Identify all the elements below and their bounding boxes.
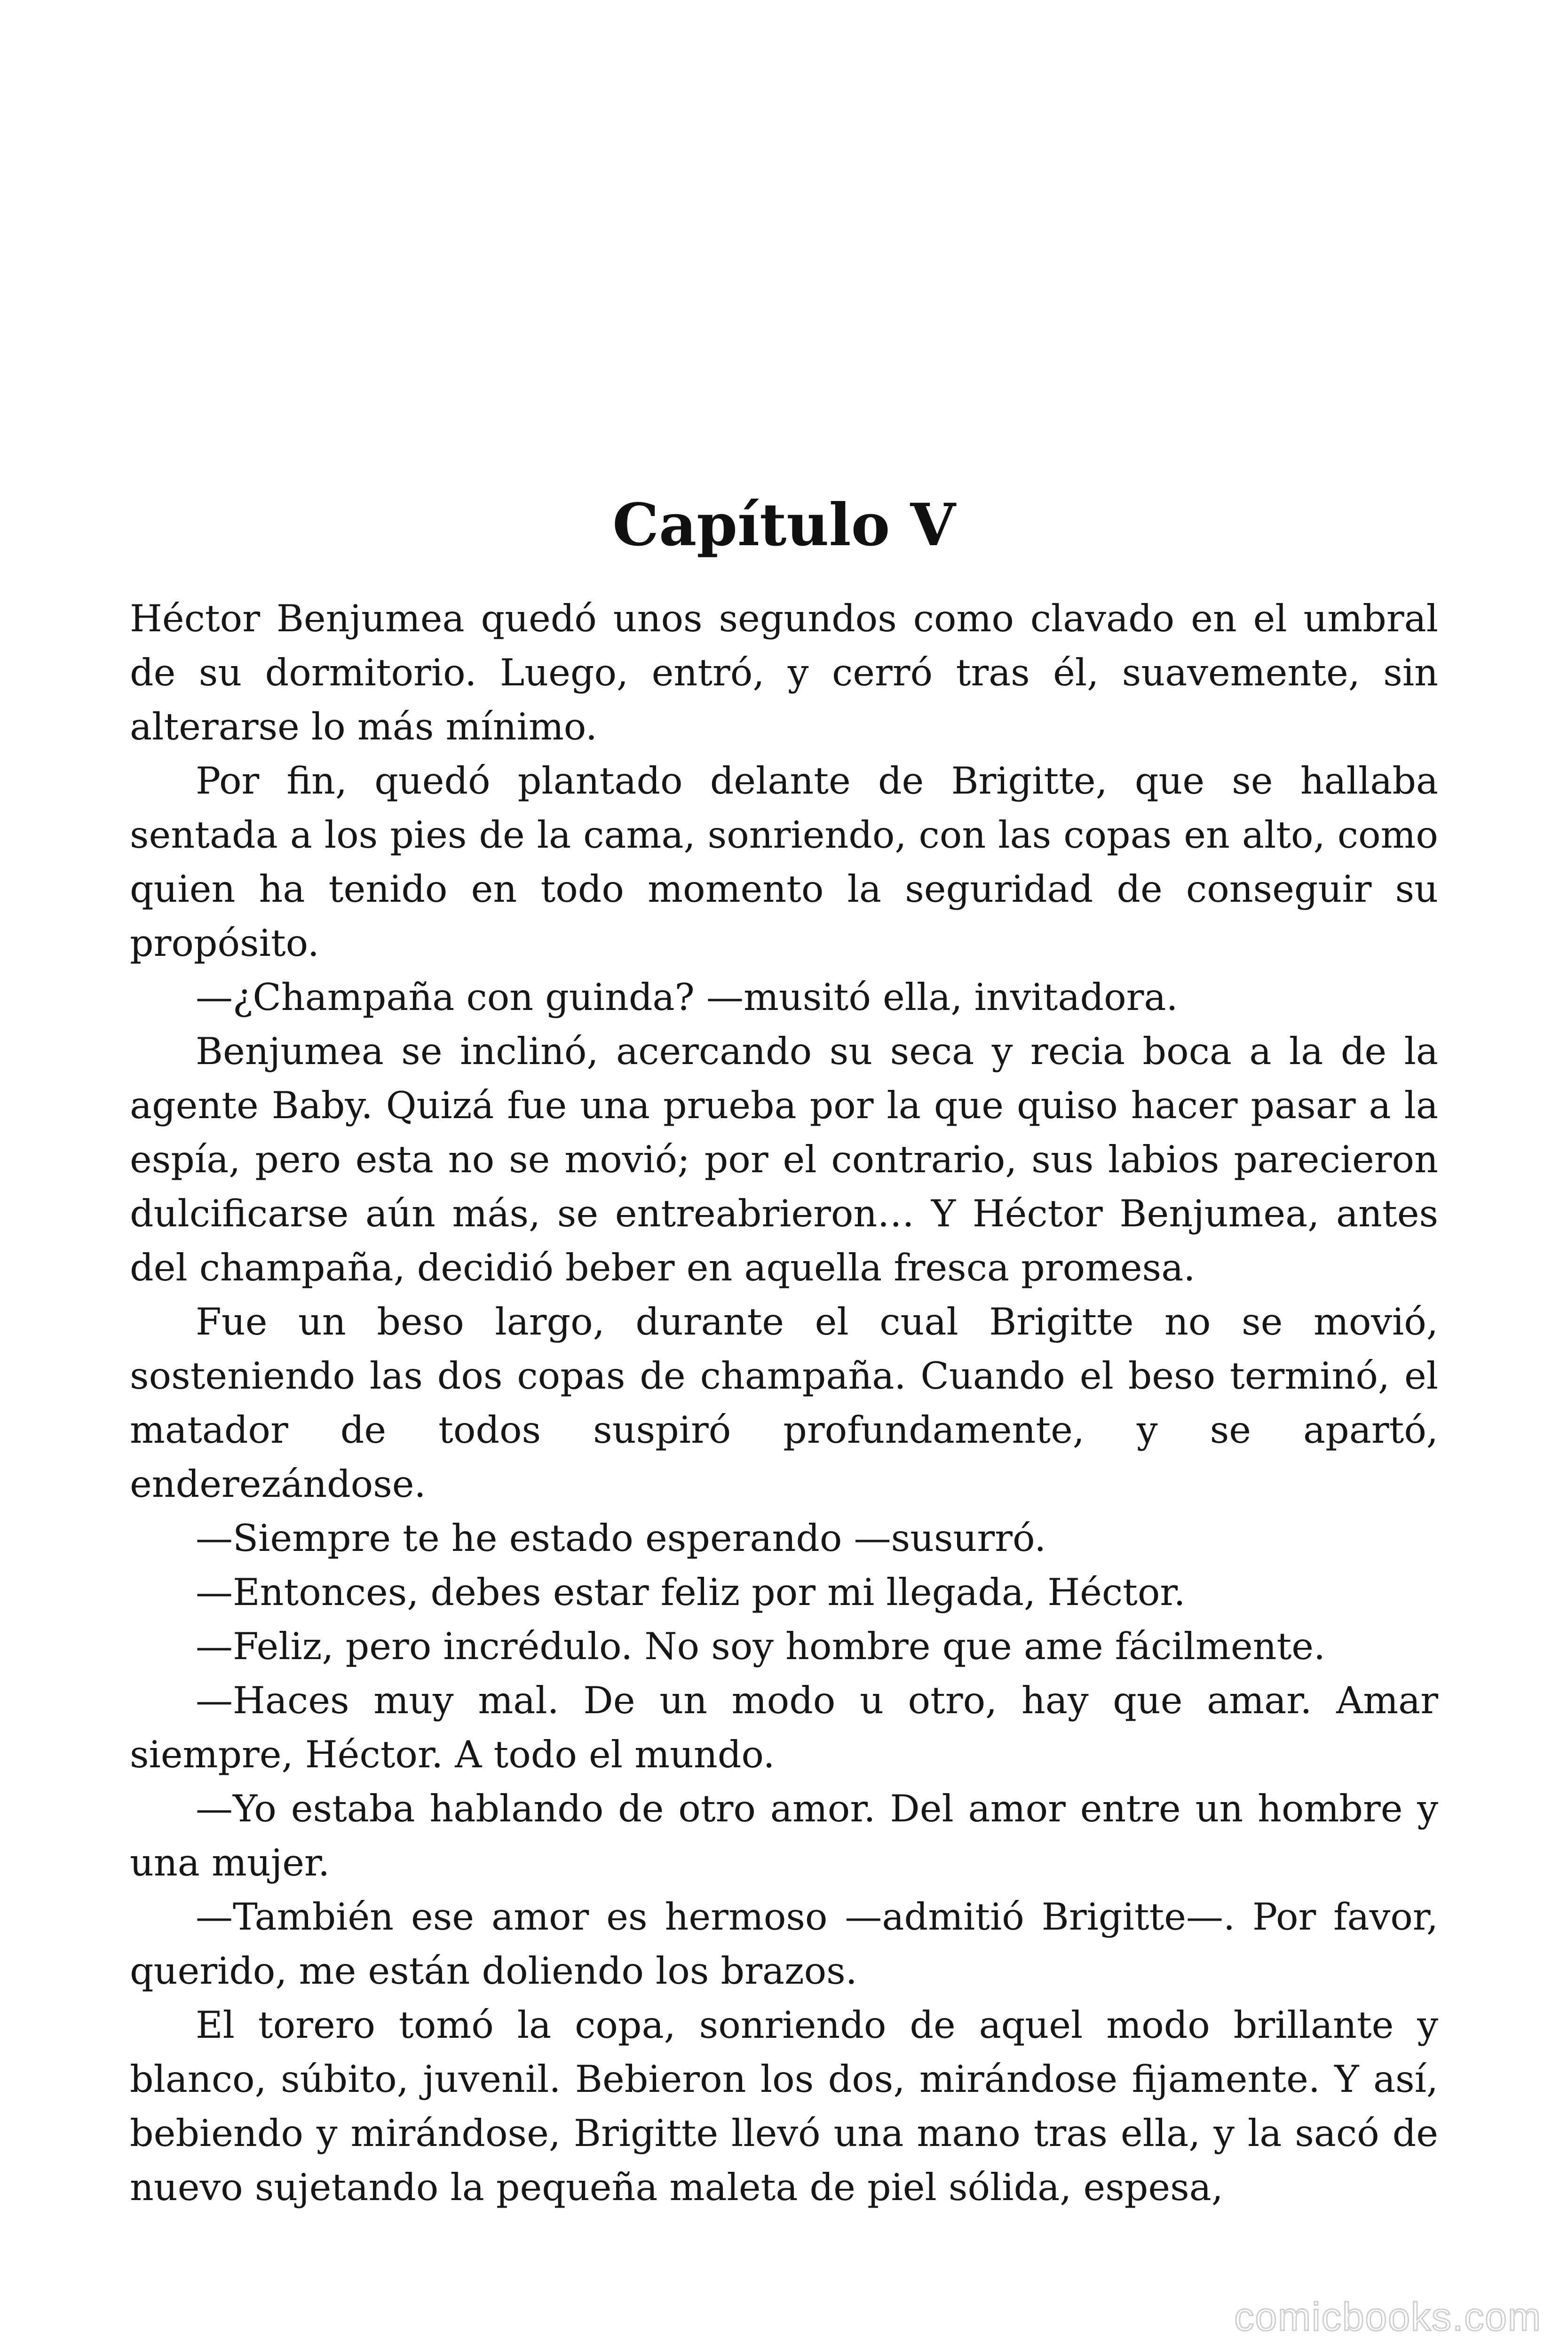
dialogue-paragraph: —Haces muy mal. De un modo u otro, hay que amar. Amar siempre, Héctor. A todo el mundo. (130, 1679, 1438, 1776)
paragraph: Fue un beso largo, durante el cual Brigitte no se movió, sosteniendo las dos copas de champaña. Cuando el beso terminó, el matador de todos suspiró profundamente, y se apartó, enderezándose. (130, 1300, 1438, 1506)
paragraph: Benjumea se inclinó, acercando su seca y recia boca a la de la agente Baby. Quizá fue una prueba por la que quiso hacer pasar a la espía, pero esta no se movió; por el contrario, sus labios parecieron dulcificarse aún más, se entreabrieron… Y Héctor Benjumea, antes del champaña, decidió beber en aquella fresca promesa. (130, 1030, 1438, 1289)
chapter-body (130, 592, 1438, 2215)
dialogue-paragraph: —También ese amor es hermoso —admitió Brigitte—. Por favor, querido, me están doliendo los brazos. (130, 1895, 1438, 1993)
dialogue-paragraph: —Feliz, pero incrédulo. No soy hombre que ame fácilmente. (196, 1625, 1326, 1668)
paragraph: Héctor Benjumea quedó unos segundos como clavado en el umbral de su dormitorio. Luego, entró, y cerró tras él, suavemente, sin alterarse lo más mínimo. (130, 597, 1438, 748)
dialogue-paragraph: —¿Champaña con guinda? —musitó ella, invitadora. (196, 976, 1178, 1019)
paragraph: El torero tomó la copa, sonriendo de aquel modo brillante y blanco, súbito, juvenil. Bebieron los dos, mirándose fijamente. Y así, bebiendo y mirándose, Brigitte llevó una mano tras ella, y la sacó de nuevo sujetando la pequeña maleta de piel sólida, espesa, (130, 2003, 1438, 2209)
dialogue-paragraph: —Yo estaba hablando de otro amor. Del amor entre un hombre y una mujer. (130, 1787, 1438, 1884)
chapter-title: Capítulo V (612, 491, 956, 560)
dialogue-paragraph: —Entonces, debes estar feliz por mi llegada, Héctor. (196, 1571, 1186, 1614)
dialogue-paragraph: —Siempre te he estado esperando —susurró. (196, 1517, 1046, 1560)
paragraph: Por fin, quedó plantado delante de Brigitte, que se hallaba sentada a los pies de la cama, sonriendo, con las copas en alto, como quien ha tenido en todo momento la seguridad de conseguir su propósito. (130, 759, 1438, 965)
watermark: comicbooks.com (1234, 2295, 1542, 2339)
